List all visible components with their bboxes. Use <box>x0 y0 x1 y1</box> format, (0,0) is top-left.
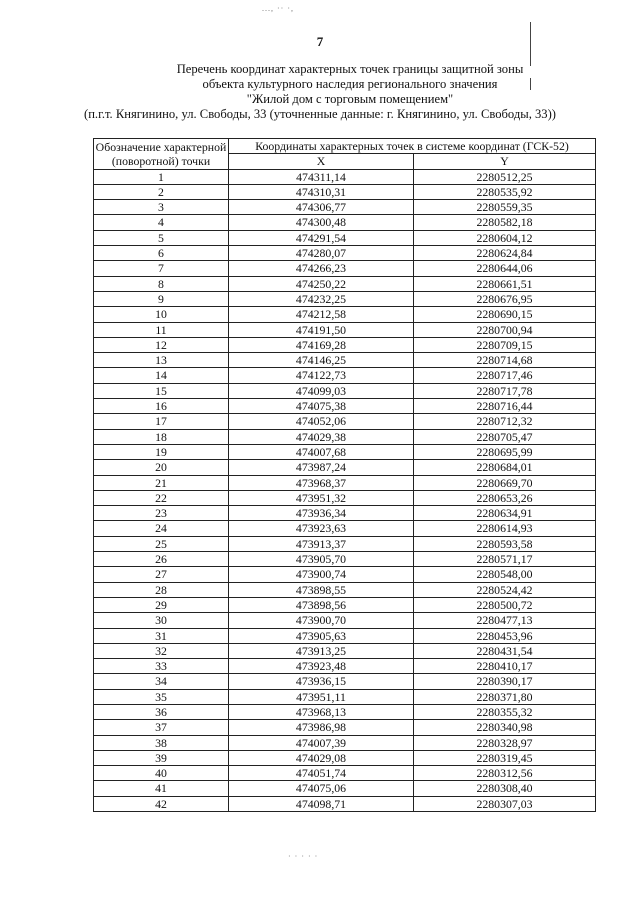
point-number-cell: 25 <box>94 536 229 551</box>
x-coordinate-cell: 473936,15 <box>229 674 414 689</box>
point-number-cell: 37 <box>94 720 229 735</box>
table-row <box>94 307 596 322</box>
point-number-cell: 13 <box>94 353 229 368</box>
y-coordinate-cell: 2280709,15 <box>414 337 596 352</box>
table-row <box>94 322 596 337</box>
table-row <box>94 689 596 704</box>
y-coordinate-cell: 2280714,68 <box>414 353 596 368</box>
x-coordinate-cell: 474146,25 <box>229 353 414 368</box>
x-coordinate-cell: 473905,63 <box>229 628 414 643</box>
y-coordinate-cell: 2280312,56 <box>414 766 596 781</box>
table-row <box>94 720 596 735</box>
column-header-coordinate-system: Координаты характерных точек в системе координат (ГСК-52) <box>229 139 596 154</box>
x-coordinate-cell: 473968,13 <box>229 704 414 719</box>
y-coordinate-cell: 2280453,96 <box>414 628 596 643</box>
x-coordinate-cell: 474007,68 <box>229 444 414 459</box>
point-number-cell: 33 <box>94 659 229 674</box>
y-coordinate-cell: 2280614,93 <box>414 521 596 536</box>
x-coordinate-cell: 473968,37 <box>229 475 414 490</box>
x-coordinate-cell: 473913,25 <box>229 643 414 658</box>
x-coordinate-cell: 474191,50 <box>229 322 414 337</box>
y-coordinate-cell: 2280653,26 <box>414 490 596 505</box>
x-coordinate-cell: 474122,73 <box>229 368 414 383</box>
point-number-cell: 29 <box>94 597 229 612</box>
x-coordinate-cell: 473936,34 <box>229 506 414 521</box>
x-coordinate-cell: 473900,74 <box>229 567 414 582</box>
y-coordinate-cell: 2280548,00 <box>414 567 596 582</box>
table-row <box>94 628 596 643</box>
point-number-cell: 17 <box>94 414 229 429</box>
y-coordinate-cell: 2280328,97 <box>414 735 596 750</box>
table-row <box>94 337 596 352</box>
point-number-cell: 40 <box>94 766 229 781</box>
table-row <box>94 766 596 781</box>
point-number-cell: 27 <box>94 567 229 582</box>
x-coordinate-cell: 474232,25 <box>229 291 414 306</box>
table-row <box>94 246 596 261</box>
column-header-point: Обозначение характерной (поворотной) точки <box>94 139 229 170</box>
point-number-cell: 21 <box>94 475 229 490</box>
table-row <box>94 536 596 551</box>
y-coordinate-cell: 2280661,51 <box>414 276 596 291</box>
x-coordinate-cell: 473913,37 <box>229 536 414 551</box>
x-coordinate-cell: 474099,03 <box>229 383 414 398</box>
x-coordinate-cell: 474310,31 <box>229 184 414 199</box>
scan-artifact-top: ..., ·· ·, <box>262 4 294 13</box>
y-coordinate-cell: 2280712,32 <box>414 414 596 429</box>
point-number-cell: 30 <box>94 613 229 628</box>
x-coordinate-cell: 473987,24 <box>229 460 414 475</box>
y-coordinate-cell: 2280717,46 <box>414 368 596 383</box>
x-coordinate-cell: 473923,48 <box>229 659 414 674</box>
point-number-cell: 3 <box>94 200 229 215</box>
x-coordinate-cell: 474212,58 <box>229 307 414 322</box>
title-line-4: (п.г.т. Княгинино, ул. Свободы, 33 (уточненные данные: г. Княгинино, ул. Свободы, 33)) <box>84 107 556 121</box>
point-number-cell: 38 <box>94 735 229 750</box>
table-row <box>94 552 596 567</box>
x-coordinate-cell: 473898,56 <box>229 597 414 612</box>
x-coordinate-cell: 473905,70 <box>229 552 414 567</box>
table-body <box>94 169 596 811</box>
y-coordinate-cell: 2280624,84 <box>414 246 596 261</box>
x-coordinate-cell: 474007,39 <box>229 735 414 750</box>
y-coordinate-cell: 2280676,95 <box>414 291 596 306</box>
point-number-cell: 22 <box>94 490 229 505</box>
point-number-cell: 20 <box>94 460 229 475</box>
point-number-cell: 18 <box>94 429 229 444</box>
point-number-cell: 28 <box>94 582 229 597</box>
table-row <box>94 383 596 398</box>
title-line-1: Перечень координат характерных точек границы защитной зоны <box>176 62 524 76</box>
table-row <box>94 490 596 505</box>
x-coordinate-cell: 474291,54 <box>229 230 414 245</box>
scan-artifact-bottom: · · · · · <box>288 852 319 861</box>
x-coordinate-cell: 474075,06 <box>229 781 414 796</box>
y-coordinate-cell: 2280634,91 <box>414 506 596 521</box>
y-coordinate-cell: 2280477,13 <box>414 613 596 628</box>
y-coordinate-cell: 2280582,18 <box>414 215 596 230</box>
y-coordinate-cell: 2280340,98 <box>414 720 596 735</box>
table-row <box>94 659 596 674</box>
y-coordinate-cell: 2280431,54 <box>414 643 596 658</box>
table-row <box>94 261 596 276</box>
column-header-y: Y <box>414 154 596 169</box>
y-coordinate-cell: 2280690,15 <box>414 307 596 322</box>
table-row <box>94 613 596 628</box>
y-coordinate-cell: 2280705,47 <box>414 429 596 444</box>
y-coordinate-cell: 2280319,45 <box>414 750 596 765</box>
table-row <box>94 291 596 306</box>
point-number-cell: 5 <box>94 230 229 245</box>
y-coordinate-cell: 2280644,06 <box>414 261 596 276</box>
point-number-cell: 19 <box>94 444 229 459</box>
point-number-cell: 34 <box>94 674 229 689</box>
y-coordinate-cell: 2280512,25 <box>414 169 596 184</box>
y-coordinate-cell: 2280410,17 <box>414 659 596 674</box>
x-coordinate-cell: 474029,08 <box>229 750 414 765</box>
x-coordinate-cell: 473951,11 <box>229 689 414 704</box>
x-coordinate-cell: 474311,14 <box>229 169 414 184</box>
table-row <box>94 475 596 490</box>
point-number-cell: 2 <box>94 184 229 199</box>
table-row <box>94 429 596 444</box>
title-line-3: "Жилой дом с торговым помещением" <box>246 92 454 106</box>
table-row <box>94 200 596 215</box>
y-coordinate-cell: 2280604,12 <box>414 230 596 245</box>
title-line-2: объекта культурного наследия регионального значения <box>202 77 498 91</box>
y-coordinate-cell: 2280524,42 <box>414 582 596 597</box>
point-number-cell: 1 <box>94 169 229 184</box>
y-coordinate-cell: 2280307,03 <box>414 796 596 811</box>
table-row <box>94 215 596 230</box>
point-number-cell: 9 <box>94 291 229 306</box>
table-row <box>94 567 596 582</box>
point-number-cell: 11 <box>94 322 229 337</box>
column-header-x: X <box>229 154 414 169</box>
point-number-cell: 24 <box>94 521 229 536</box>
y-coordinate-cell: 2280355,32 <box>414 704 596 719</box>
table-row <box>94 781 596 796</box>
y-coordinate-cell: 2280700,94 <box>414 322 596 337</box>
y-coordinate-cell: 2280500,72 <box>414 597 596 612</box>
y-coordinate-cell: 2280716,44 <box>414 399 596 414</box>
point-number-cell: 15 <box>94 383 229 398</box>
x-coordinate-cell: 474052,06 <box>229 414 414 429</box>
table-row <box>94 750 596 765</box>
point-number-cell: 7 <box>94 261 229 276</box>
point-number-cell: 16 <box>94 399 229 414</box>
page-number: 7 <box>316 34 324 49</box>
point-number-cell: 23 <box>94 506 229 521</box>
x-coordinate-cell: 474280,07 <box>229 246 414 261</box>
y-coordinate-cell: 2280684,01 <box>414 460 596 475</box>
y-coordinate-cell: 2280669,70 <box>414 475 596 490</box>
table-row <box>94 521 596 536</box>
coordinates-table <box>93 138 596 812</box>
table-row <box>94 368 596 383</box>
table-row <box>94 582 596 597</box>
x-coordinate-cell: 474266,23 <box>229 261 414 276</box>
y-coordinate-cell: 2280535,92 <box>414 184 596 199</box>
x-coordinate-cell: 474300,48 <box>229 215 414 230</box>
x-coordinate-cell: 474029,38 <box>229 429 414 444</box>
table-row <box>94 276 596 291</box>
table-row <box>94 414 596 429</box>
point-number-cell: 6 <box>94 246 229 261</box>
point-number-cell: 26 <box>94 552 229 567</box>
point-number-cell: 41 <box>94 781 229 796</box>
point-number-cell: 39 <box>94 750 229 765</box>
x-coordinate-cell: 474169,28 <box>229 337 414 352</box>
x-coordinate-cell: 474075,38 <box>229 399 414 414</box>
document-title <box>60 62 640 122</box>
table-row <box>94 460 596 475</box>
table-row <box>94 444 596 459</box>
table-row <box>94 506 596 521</box>
point-number-cell: 32 <box>94 643 229 658</box>
point-number-cell: 42 <box>94 796 229 811</box>
y-coordinate-cell: 2280695,99 <box>414 444 596 459</box>
point-number-cell: 4 <box>94 215 229 230</box>
x-coordinate-cell: 474250,22 <box>229 276 414 291</box>
x-coordinate-cell: 473923,63 <box>229 521 414 536</box>
table-row <box>94 184 596 199</box>
table-row <box>94 735 596 750</box>
table-row <box>94 643 596 658</box>
x-coordinate-cell: 473986,98 <box>229 720 414 735</box>
x-coordinate-cell: 473900,70 <box>229 613 414 628</box>
table-row <box>94 796 596 811</box>
point-number-cell: 8 <box>94 276 229 291</box>
x-coordinate-cell: 473898,55 <box>229 582 414 597</box>
table-row <box>94 597 596 612</box>
point-number-cell: 10 <box>94 307 229 322</box>
x-coordinate-cell: 474306,77 <box>229 200 414 215</box>
y-coordinate-cell: 2280559,35 <box>414 200 596 215</box>
table-row <box>94 353 596 368</box>
y-coordinate-cell: 2280717,78 <box>414 383 596 398</box>
y-coordinate-cell: 2280571,17 <box>414 552 596 567</box>
point-number-cell: 35 <box>94 689 229 704</box>
table-row <box>94 399 596 414</box>
table-row <box>94 674 596 689</box>
x-coordinate-cell: 473951,32 <box>229 490 414 505</box>
table-row <box>94 704 596 719</box>
point-number-cell: 31 <box>94 628 229 643</box>
y-coordinate-cell: 2280371,80 <box>414 689 596 704</box>
point-number-cell: 36 <box>94 704 229 719</box>
x-coordinate-cell: 474051,74 <box>229 766 414 781</box>
table-row <box>94 230 596 245</box>
point-number-cell: 14 <box>94 368 229 383</box>
x-coordinate-cell: 474098,71 <box>229 796 414 811</box>
y-coordinate-cell: 2280390,17 <box>414 674 596 689</box>
table-row <box>94 169 596 184</box>
y-coordinate-cell: 2280593,58 <box>414 536 596 551</box>
point-number-cell: 12 <box>94 337 229 352</box>
y-coordinate-cell: 2280308,40 <box>414 781 596 796</box>
